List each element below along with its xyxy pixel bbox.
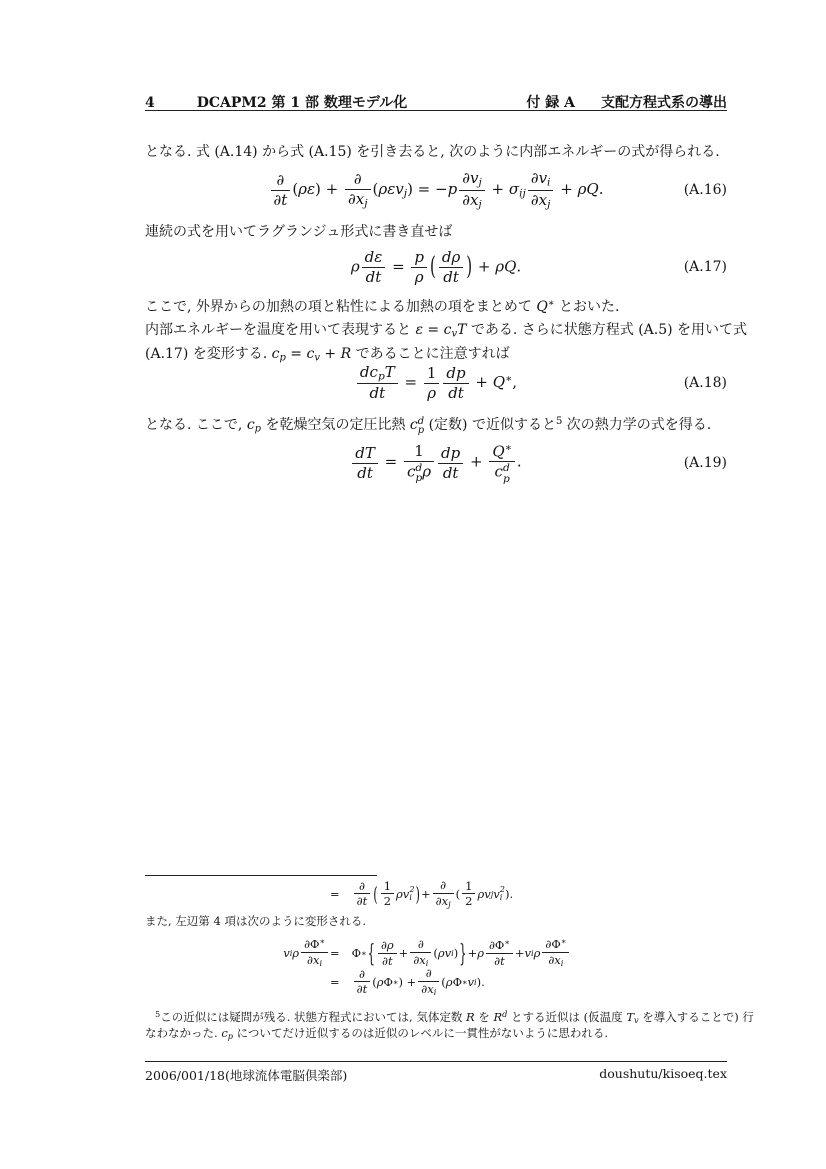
footnote-eq-transform-rhs1: = Φ ∗ { $\frac{\partial\rho}{\partial t}$ + $\frac{\partial}{\partial x_i}$ ( ρv i ) } + ρ $\frac{\partial\Phi^∗}{\partial t}$ + v i ρ $\frac{\partial\Phi^∗}{\partial x_i}$ bbox=[330, 937, 571, 968]
footnote-eq-transform-lhs: v i ρ $\frac{\partial\Phi^∗}{\partial x_i}$ bbox=[145, 937, 330, 968]
equation-a17-math: ρ $\frac{d\varepsilon}{dt}$ = $\frac{p}{\rho}$ ( $\frac{d\rho}{dt}$ ) + ρQ. bbox=[350, 247, 522, 286]
equation-a17-number: (A.17) bbox=[683, 259, 727, 275]
header-rule bbox=[145, 110, 727, 111]
paragraph-4: 内部エネルギーを温度を用いて表現すると $\varepsilon = c_vT$ である. さらに状態方程式 (A.5) を用いて式 bbox=[145, 322, 748, 340]
footnote-eq-transform-rhs2: = $\frac{\partial}{\partial t}$ ( ρ Φ ∗ ) + $\frac{\partial}{\partial x_i}$ ( ρ Φ ∗ v i ). bbox=[330, 965, 485, 997]
footer-rule bbox=[145, 1061, 727, 1062]
footnote-eq-transform-line2 bbox=[145, 966, 727, 998]
footer-filename: doushutu/kisoeq.tex bbox=[599, 1066, 727, 1081]
equation-a19-math: $\frac{dT}{dt}$ = 1 c d p ρ $\frac{dp}{dt}$ + Q∗ c d p . bbox=[350, 442, 521, 483]
footnote-rule bbox=[145, 875, 377, 876]
footnote-text: また, 左辺第 4 項は次のように変形される. bbox=[145, 914, 367, 928]
paragraph-5: (A.17) を変形する. $c_p = c_v + R$ であることに注意すれば bbox=[145, 346, 510, 364]
header-left-title: DCAPM2 第 1 部 数理モデル化 bbox=[196, 95, 408, 111]
equation-a19-number: (A.19) bbox=[683, 455, 727, 471]
equation-a18 bbox=[145, 361, 727, 405]
equation-a18-number: (A.18) bbox=[683, 375, 727, 391]
equation-a18-math: $\frac{dc_pT}{dt}$ = $\frac{1}{\rho}$ $\frac{dp}{dt}$ + Q∗, bbox=[355, 364, 517, 402]
equation-a16-number: (A.16) bbox=[683, 182, 727, 198]
equation-a17 bbox=[145, 243, 727, 291]
paragraph-6: となる. ここで, $c_p$ を乾燥空気の定圧比熱 c d p (定数) で近似すると$^5$ 次の熱力学の式を得る. bbox=[145, 416, 712, 437]
footnote-eq-continuation-rhs: = $\frac{\partial}{\partial t}$ ( $\frac{1}{2}$ ρv 2 i ) + $\frac{\partial}{\partial x_j}$ ( $\frac{1}{2}$ ρv j v 2 i ). bbox=[330, 877, 514, 909]
equation-a19 bbox=[145, 437, 727, 489]
paragraph-3: ここで, 外界からの加熱の項と粘性による加熱の項をまとめて Q∗ とおいた. bbox=[145, 298, 620, 315]
paragraph-2: 連続の式を用いてラグランジュ形式に書き直せば bbox=[145, 224, 453, 240]
page-number: 4 bbox=[145, 95, 155, 111]
page-header bbox=[145, 92, 727, 112]
footer-date: 2006/001/18(地球流体電脳倶楽部) bbox=[145, 1068, 348, 1083]
header-right-label: 付 録 A bbox=[526, 95, 575, 111]
paragraph-1: となる. 式 (A.14) から式 (A.15) を引き去ると, 次のように内部エネルギーの式が得られる. bbox=[145, 144, 720, 160]
equation-a16 bbox=[145, 168, 727, 212]
footnote-eq-continuation bbox=[145, 877, 727, 911]
footnote-note5-line1: $^5$この近似には疑問が残る. 状態方程式においては, 気体定数 R を $R^d$ とする近似は (仮温度 $T_v$ を導入することで) 行 bbox=[155, 1009, 754, 1026]
header-right-title: 支配方程式系の導出 bbox=[601, 95, 727, 111]
equation-a16-math: $\frac{\partial}{\partial t}$ (ρε) + $\frac{\partial}{\partial x_j}$ (ρεv$_j$) = −p $\frac{\partial v_j}{\partial x_j}$ + $\sigma_{ij}$ $\frac{\partial v_i}{\partial x_j}$ + ρQ. bbox=[269, 170, 604, 210]
footnote-note5-line2: なわなかった. $c_p$ についてだけ近似するのは近似のレベルに一貫性がないように思われる. bbox=[145, 1026, 609, 1042]
